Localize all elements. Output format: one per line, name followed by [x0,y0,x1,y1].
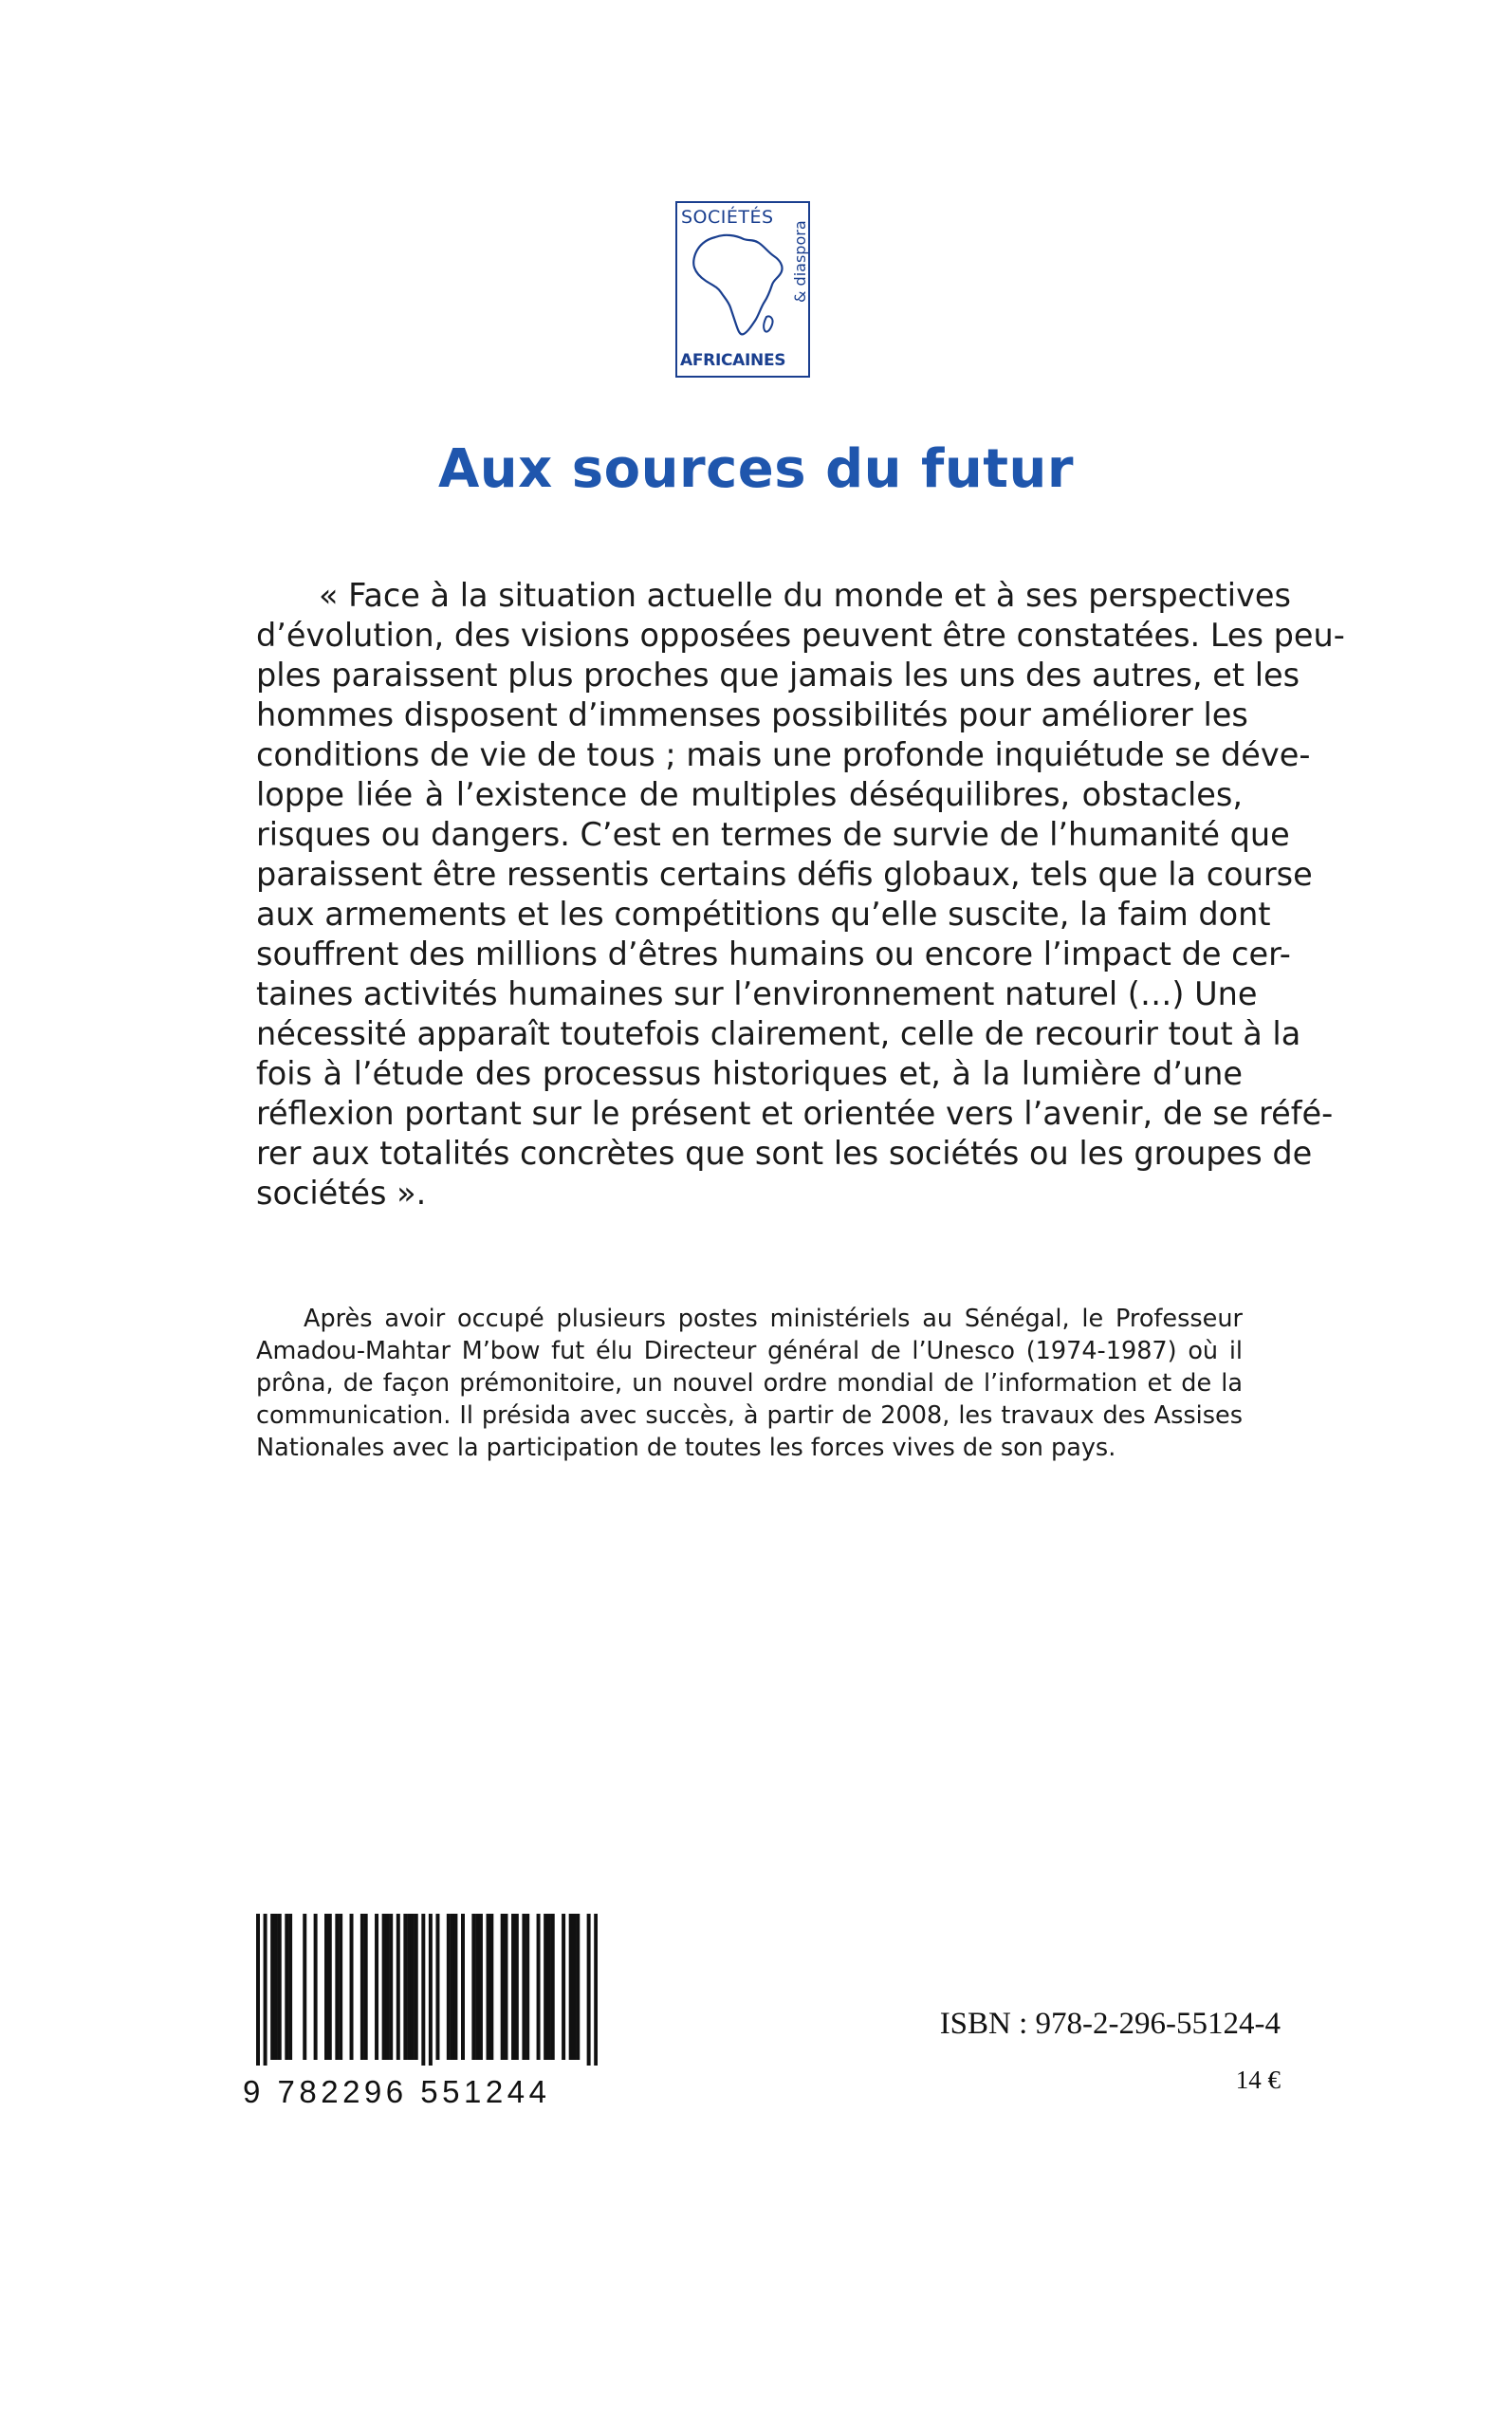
barcode-bar [421,1914,425,2066]
barcode-bar [447,1914,451,2060]
quote-line: réflexion portant sur le présent et orientée vers l’avenir, de se réfé- [256,1095,1334,1132]
logo-side-text [791,220,810,303]
barcode-bar [537,1914,541,2060]
quote-paragraph [256,576,1345,1214]
quote-line: hommes disposent d’immenses possibilités pour améliorer les [256,696,1248,733]
barcode-bar [256,1914,260,2066]
bio-line: Après avoir occupé plusieurs postes ministériels au Sénégal, le Professeur [304,1305,1243,1333]
barcode-bars [256,1914,598,2066]
barcode-bar [382,1914,386,2060]
barcode-bar [270,1914,274,2060]
barcode-bar [504,1914,507,2060]
bio-line: communication. Il présida avec succès, à partir de 2008, les travaux des Assises [256,1401,1243,1430]
barcode-bar [461,1914,465,2060]
barcode-bar [288,1914,292,2060]
quote-line: loppe liée à l’existence de multiples déséquilibres, obstacles, [256,776,1243,813]
quote-line: sociétés ». [256,1175,427,1212]
quote-line: paraissent être ressentis certains défis globaux, tels que la course [256,856,1313,893]
barcode-bar [339,1914,342,2060]
quote-line: ples paraissent plus proches que jamais les uns des autres, et les [256,657,1300,694]
barcode-bar [324,1914,328,2060]
barcode-bar [303,1914,306,2060]
bio-line: Nationales avec la participation de toutes les forces vives de son pays. [256,1434,1116,1462]
logo-bottom-text: AFRICAINES [680,351,786,370]
barcode-bar [547,1914,551,2060]
barcode-bar [435,1914,439,2060]
author-bio [256,1303,1243,1464]
barcode-bar [522,1914,526,2060]
barcode-bar [403,1914,407,2060]
barcode-bar [389,1914,393,2060]
barcode-bar [471,1914,475,2060]
bio-line: prôna, de façon prémonitoire, un nouvel ordre mondial de l’information et de la [256,1369,1243,1398]
barcode-bar [501,1914,505,2060]
barcode-bar [587,1914,591,2066]
barcode-bar [526,1914,529,2060]
logo-top-text: SOCIÉTÉS [681,207,774,228]
africa-map-icon [687,230,789,347]
barcode-bar [487,1914,490,2060]
quote-line: fois à l’étude des processus historiques et, à la lumière d’une [256,1055,1243,1092]
quote-line: souffrent des millions d’êtres humains ou encore l’impact de cer- [256,936,1291,973]
barcode-bar [451,1914,454,2060]
barcode-bar [489,1914,493,2060]
barcode-bar [375,1914,378,2060]
quote-line: taines activités humaines sur l’environnement naturel (…) Une [256,975,1258,1012]
barcode-bar [544,1914,547,2060]
barcode-bar [415,1914,418,2060]
barcode [256,1914,598,2066]
barcode-bar [364,1914,368,2060]
barcode-bar [264,1914,267,2066]
barcode-bar [511,1914,515,2060]
barcode-digits: 9 782296 551244 [243,2074,551,2109]
barcode-bar [453,1914,457,2060]
series-logo [675,201,810,378]
barcode-bar [385,1914,389,2060]
barcode-bar [572,1914,576,2060]
bio-line: Amadou-Mahtar M’bow fut élu Directeur général de l’Unesco (1974-1987) où il [256,1337,1243,1365]
barcode-bar [515,1914,519,2060]
quote-line: nécessité apparaît toutefois clairement, celle de recourir tout à la [256,1015,1301,1052]
quote-line: conditions de vie de tous ; mais une profonde inquiétude se déve- [256,736,1311,773]
isbn: ISBN : 978-2-296-55124-4 [939,2007,1281,2041]
barcode-bar [594,1914,598,2066]
barcode-bar [278,1914,282,2060]
barcode-bar [328,1914,332,2060]
barcode-bar [274,1914,278,2060]
barcode-bar [335,1914,339,2060]
barcode-bar [407,1914,411,2060]
barcode-bar [411,1914,415,2060]
barcode-bar [314,1914,318,2060]
barcode-bar [360,1914,364,2060]
barcode-bar [551,1914,555,2060]
book-title: Aux sources du futur [437,438,1075,500]
barcode-bar [429,1914,433,2066]
quote-line: « Face à la situation actuelle du monde et à ses perspectives [319,577,1291,614]
barcode-bar [396,1914,400,2060]
barcode-bar [479,1914,483,2060]
barcode-bar [576,1914,580,2060]
quote-line: d’évolution, des visions opposées peuvent être constatées. Les peu- [256,617,1345,654]
logo-side-label: & diaspora [791,220,809,303]
barcode-bar [569,1914,573,2060]
quote-line: aux armements et les compétitions qu’elle suscite, la faim dont [256,896,1271,933]
quote-line: risques ou dangers. C’est en termes de survie de l’humanité que [256,816,1290,853]
barcode-bar [350,1914,354,2060]
barcode-bar [475,1914,479,2060]
barcode-bar [562,1914,565,2060]
quote-line: rer aux totalités concrètes que sont les sociétés ou les groupes de [256,1135,1313,1172]
barcode-bar [285,1914,288,2060]
price: 14 € [1235,2066,1281,2094]
